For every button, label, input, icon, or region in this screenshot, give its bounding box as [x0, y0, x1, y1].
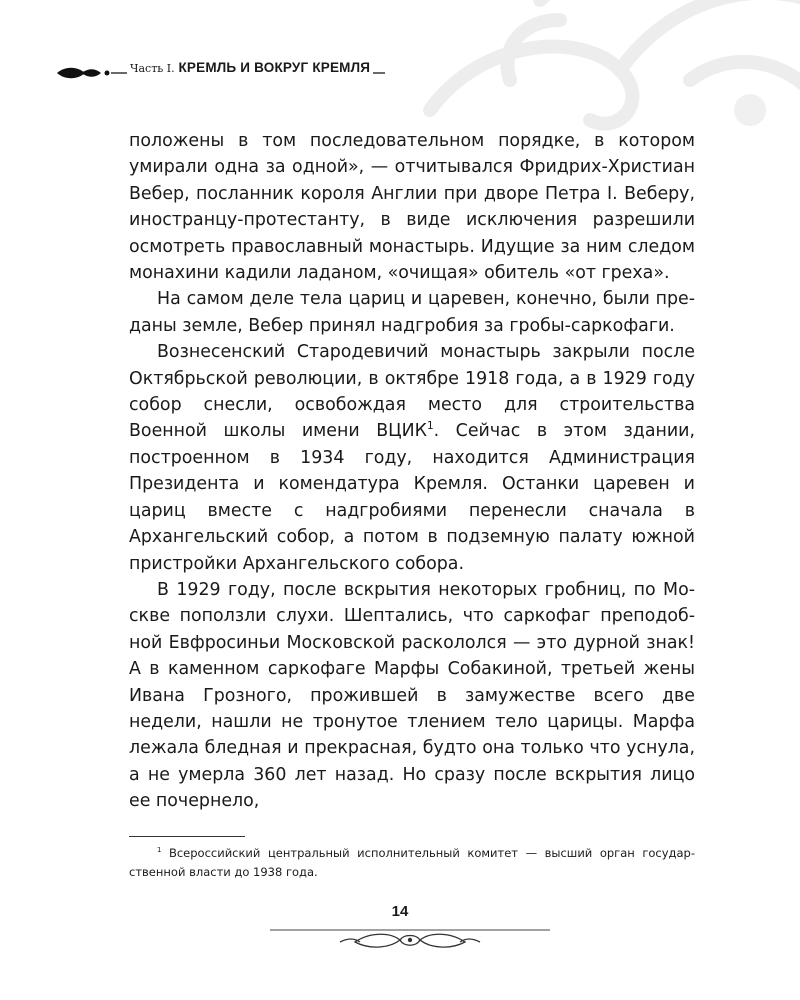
paragraph-3: [129, 339, 695, 577]
footnote: [129, 844, 695, 882]
footnote-divider: [129, 836, 245, 837]
page-number: 14: [391, 903, 409, 920]
footnote-text: Всероссийский центральный исполнительный комитет — высший орган государственной власти до 1938 года.: [129, 846, 695, 879]
header-title: [127, 60, 373, 75]
footnote-mark: 1: [157, 846, 162, 855]
header-section-title: КРЕМЛЬ И ВОКРУГ КРЕМЛЯ: [178, 60, 371, 75]
footnote-reference[interactable]: 1: [426, 420, 434, 433]
bottom-flourish-ornament: [270, 920, 550, 954]
running-header: [55, 54, 385, 84]
paragraph-4: В 1929 году, после вскрытия некоторых гробниц, по Москве поползли слухи. Шептались, что саркофаг преподобной Евфросиньи Московской раскололся — это дурной знак! А в каменном саркофаге Марфы Собакиной, третьей жены Ивана Грозного, прожившей в замужестве всего две недели, нашли не тронутое тлением тело царицы. Марфа лежала бледная и прекрасная, будто она только что уснула, а не умерла 360 лет назад. Но сразу после вскрытия лицо ее почернело,: [129, 579, 695, 812]
paragraph-2: На самом деле тела цариц и царевен, конечно, были преданы земле, Вебер принял надгробия за гробы-саркофаги.: [129, 289, 695, 336]
paragraph-3-text-a: Вознесенский Стародевичий монастырь закрыли после Октябрьской революции, в октябре 1918 года, а в 1929 году собор снесли, освобождая место для строительства Военной школы имени ВЦИК: [129, 342, 695, 442]
body-text: [129, 128, 695, 815]
paragraph-1: положены в том последовательном порядке, в котором умирали одна за одной», — отчитывался Фридрих-Христиан Вебер, посланник короля Англии при дворе Петра I. Веберу, иностранцу-протестанту, в виде исключения разрешили осмотреть православный монастырь. Идущие за ним следом монахини кадили ладаном, «очищая» обитель «от греха».: [129, 131, 695, 284]
header-part: Часть I.: [130, 62, 175, 75]
paragraph-3-text-b: . Сейчас в этом здании, построенном в 1934 году, находится Администрация Президента и комендатура Кремля. Останки царевен и цариц вместе с надгробиями перенесли сначала в Архангельский собор, а потом в подземную палату южной пристройки Архангельского собора.: [129, 421, 695, 574]
